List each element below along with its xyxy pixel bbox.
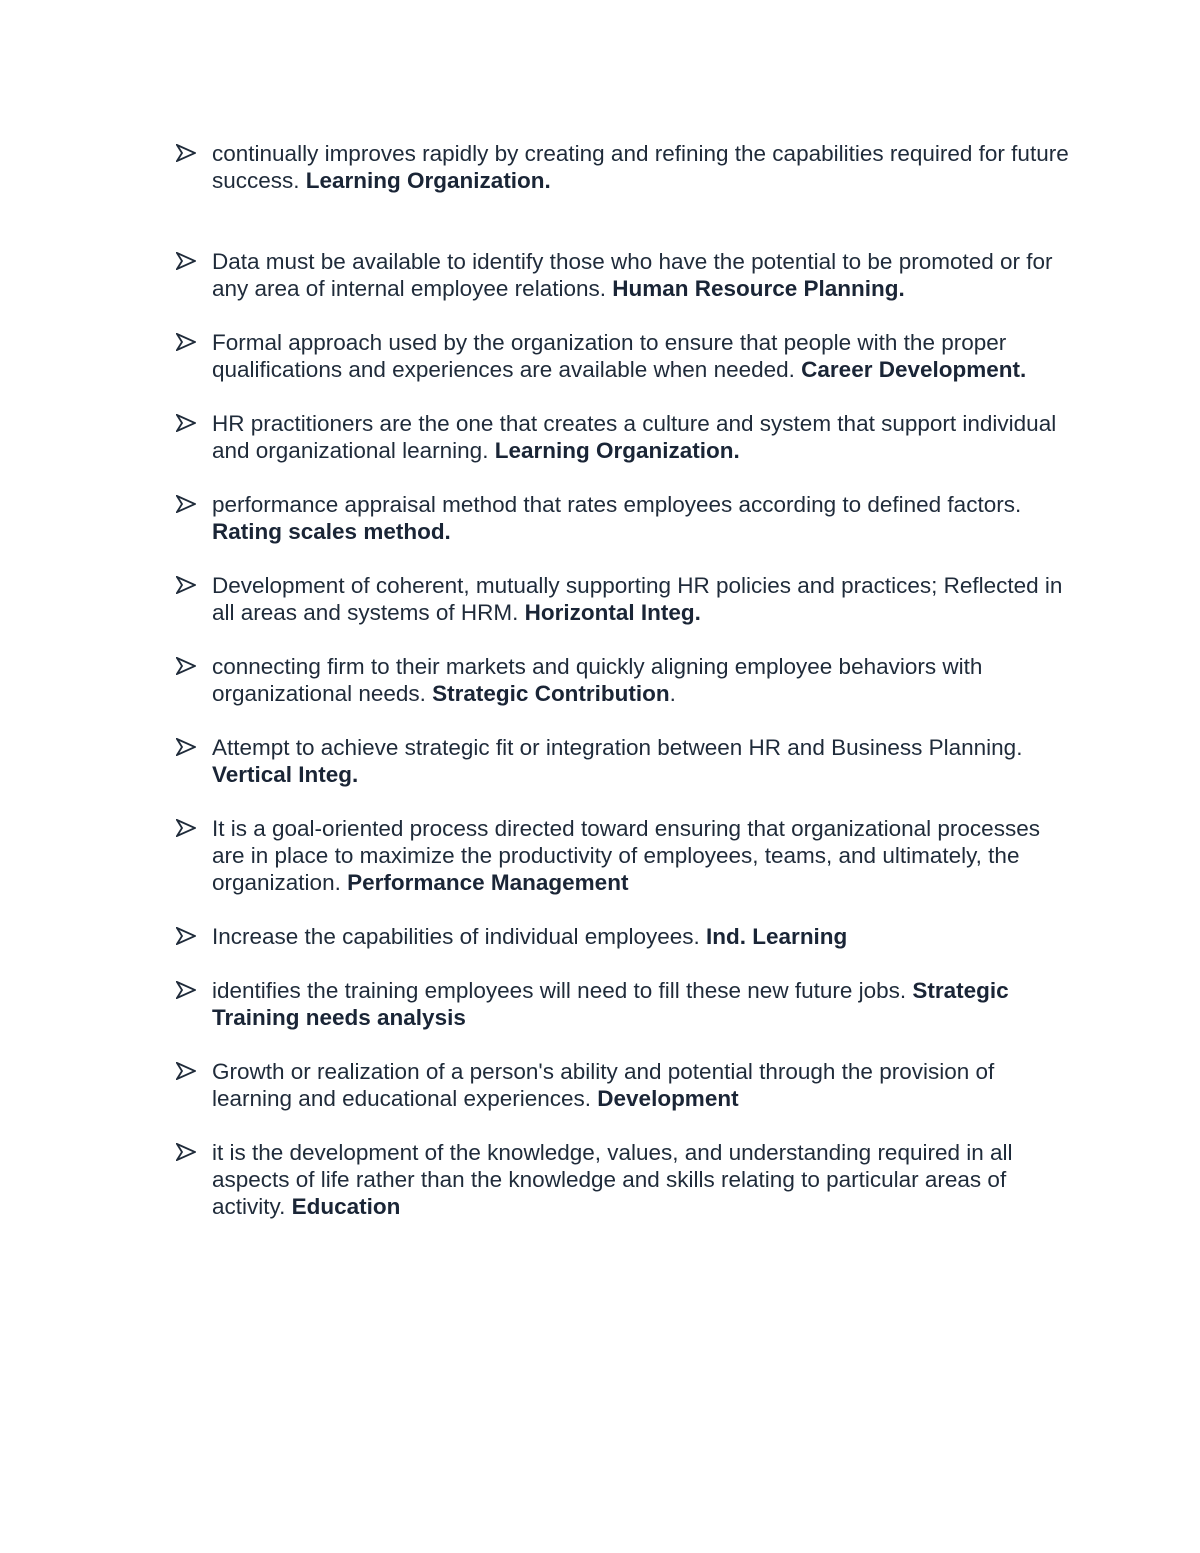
list-item [176, 815, 1076, 896]
item-answer: Human Resource Planning. [612, 276, 905, 301]
item-tail: . [669, 681, 676, 706]
list-item [176, 734, 1076, 788]
arrowhead-bullet-icon [176, 495, 196, 513]
arrowhead-bullet-icon [176, 1062, 196, 1080]
item-text: Increase the capabilities of individual employees. [212, 924, 707, 949]
item-text: continually improves rapidly by creating and refining the capabilities required for future success. [212, 141, 1069, 193]
arrowhead-bullet-icon [176, 819, 196, 837]
item-answer: Education [291, 1194, 401, 1219]
list-item [176, 1058, 1076, 1112]
item-answer: Career Development. [801, 357, 1027, 382]
arrowhead-bullet-icon [176, 1143, 196, 1161]
item-text: HR practitioners are the one that creates a culture and system that support individual and organizational learning. [212, 411, 1057, 463]
item-answer: Horizontal Integ. [524, 600, 701, 625]
definition-list [176, 140, 1076, 1247]
arrowhead-bullet-icon [176, 144, 196, 162]
item-answer: Strategic Contribution [432, 681, 670, 706]
list-item [176, 923, 1076, 950]
item-answer: Performance Management [347, 870, 629, 895]
list-item [176, 1139, 1076, 1220]
list-item [176, 140, 1076, 194]
item-answer: Ind. Learning [706, 924, 848, 949]
list-item [176, 410, 1076, 464]
arrowhead-bullet-icon [176, 576, 196, 594]
list-item [176, 329, 1076, 383]
item-text: Attempt to achieve strategic fit or integration between HR and Business Planning. [212, 735, 1023, 760]
list-item [176, 977, 1076, 1031]
item-text: it is the development of the knowledge, values, and understanding required in all aspects of life rather than the knowledge and skills relating to particular areas of activity. [212, 1140, 1013, 1219]
item-text: performance appraisal method that rates employees according to defined factors. [212, 492, 1022, 517]
item-text: Data must be available to identify those who have the potential to be promoted or for any area of internal employee relations. [212, 249, 1053, 301]
list-item [176, 248, 1076, 302]
arrowhead-bullet-icon [176, 657, 196, 675]
item-answer: Vertical Integ. [212, 762, 359, 787]
item-text: It is a goal-oriented process directed toward ensuring that organizational processes are in place to maximize the productivity of employees, teams, and ultimately, the organization. [212, 816, 1040, 895]
item-text: Development of coherent, mutually supporting HR policies and practices; Reflected in all areas and systems of HRM. [212, 573, 1063, 625]
item-text: Formal approach used by the organization to ensure that people with the proper qualifications and experiences are available when needed. [212, 330, 1007, 382]
item-answer: Strategic Training needs analysis [212, 978, 1009, 1030]
item-answer: Development [597, 1086, 739, 1111]
arrowhead-bullet-icon [176, 333, 196, 351]
arrowhead-bullet-icon [176, 927, 196, 945]
arrowhead-bullet-icon [176, 252, 196, 270]
list-item [176, 572, 1076, 626]
arrowhead-bullet-icon [176, 414, 196, 432]
item-text: Growth or realization of a person's ability and potential through the provision of learning and educational experiences. [212, 1059, 995, 1111]
list-item [176, 653, 1076, 707]
item-answer: Learning Organization. [494, 438, 740, 463]
item-answer: Rating scales method. [212, 519, 451, 544]
item-answer: Learning Organization. [305, 168, 551, 193]
list-item [176, 491, 1076, 545]
item-text: identifies the training employees will need to fill these new future jobs. [212, 978, 913, 1003]
item-text: connecting firm to their markets and quickly aligning employee behaviors with organizational needs. [212, 654, 983, 706]
arrowhead-bullet-icon [176, 981, 196, 999]
arrowhead-bullet-icon [176, 738, 196, 756]
